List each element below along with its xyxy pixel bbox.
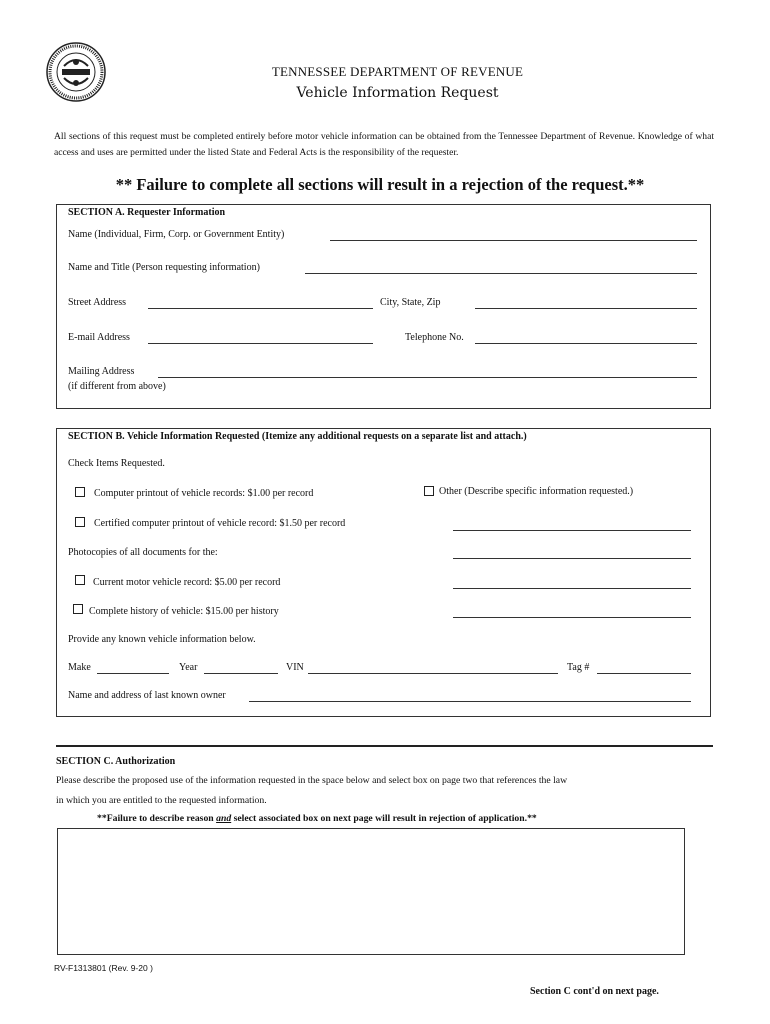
section-c-heading: SECTION C. Authorization [56, 756, 176, 767]
complete-history-label: Complete history of vehicle: $15.00 per history [89, 606, 279, 617]
tag-label: Tag # [567, 662, 590, 673]
other-line-3[interactable] [453, 588, 691, 589]
vin-label: VIN [286, 662, 304, 673]
printout-label: Computer printout of vehicle records: $1.00 per record [94, 488, 314, 499]
mailing-label: Mailing Address [68, 366, 135, 377]
phone-field[interactable] [475, 343, 697, 344]
year-field[interactable] [204, 673, 278, 674]
other-line-1[interactable] [453, 530, 691, 531]
mailing-field[interactable] [158, 377, 697, 378]
city-label: City, State, Zip [380, 297, 441, 308]
section-c-desc-2: in which you are entitled to the requested information. [56, 795, 267, 806]
proposed-use-textbox[interactable] [57, 828, 685, 955]
owner-label: Name and address of last known owner [68, 690, 226, 701]
photocopies-label: Photocopies of all documents for the: [68, 547, 218, 558]
certified-printout-label: Certified computer printout of vehicle record: $1.50 per record [94, 518, 346, 529]
complete-history-checkbox[interactable] [73, 604, 83, 614]
continued-note: Section C cont'd on next page. [530, 986, 659, 997]
intro-paragraph: All sections of this request must be completed entirely before motor vehicle information can be obtained from the Tennessee Department of Revenue. Knowledge of what access and uses are permitted under the listed State and Federal Acts is the responsibility of the requester. [54, 131, 714, 158]
section-c-warning [97, 813, 537, 824]
section-b-heading: SECTION B. Vehicle Information Requested (Itemize any additional requests on a separate list and attach.) [68, 431, 527, 442]
current-record-checkbox[interactable] [75, 575, 85, 585]
year-label: Year [179, 662, 198, 673]
form-number: RV-F1313801 (Rev. 9-20 ) [54, 963, 153, 973]
other-line-2[interactable] [453, 558, 691, 559]
name-field[interactable] [330, 240, 697, 241]
mailing-sublabel: (if different from above) [68, 381, 166, 392]
city-field[interactable] [475, 308, 697, 309]
rejection-warning: ** Failure to complete all sections will result in a rejection of the request.** [115, 175, 645, 194]
street-field[interactable] [148, 308, 373, 309]
certified-printout-checkbox[interactable] [75, 517, 85, 527]
printout-checkbox[interactable] [75, 487, 85, 497]
vin-field[interactable] [308, 673, 558, 674]
other-checkbox[interactable] [424, 486, 434, 496]
name-label: Name (Individual, Firm, Corp. or Government Entity) [68, 229, 285, 240]
form-title: Vehicle Information Request [296, 85, 499, 101]
name-title-label: Name and Title (Person requesting information) [68, 262, 260, 273]
section-c-warning-post: select associated box on next page will result in rejection of application.** [231, 813, 537, 824]
check-items-label: Check Items Requested. [68, 458, 165, 469]
email-field[interactable] [148, 343, 373, 344]
phone-label: Telephone No. [405, 332, 464, 343]
make-field[interactable] [97, 673, 169, 674]
owner-field[interactable] [249, 701, 691, 702]
department-title: TENNESSEE DEPARTMENT OF REVENUE [271, 64, 524, 79]
section-a-heading: SECTION A. Requester Information [68, 207, 226, 218]
section-c-rule [56, 745, 713, 747]
name-title-field[interactable] [305, 273, 697, 274]
make-label: Make [68, 662, 91, 673]
email-label: E-mail Address [68, 332, 130, 343]
section-c-desc-1: Please describe the proposed use of the information requested in the space below and select box on page two that references the law [56, 775, 568, 786]
section-c-warning-and: and [216, 813, 232, 824]
other-label: Other (Describe specific information requested.) [439, 486, 634, 497]
current-record-label: Current motor vehicle record: $5.00 per record [93, 577, 281, 588]
street-label: Street Address [68, 297, 127, 308]
section-c-warning-pre: **Failure to describe reason [97, 813, 217, 824]
tag-field[interactable] [597, 673, 691, 674]
other-line-4[interactable] [453, 617, 691, 618]
known-info-label: Provide any known vehicle information below. [68, 634, 256, 645]
